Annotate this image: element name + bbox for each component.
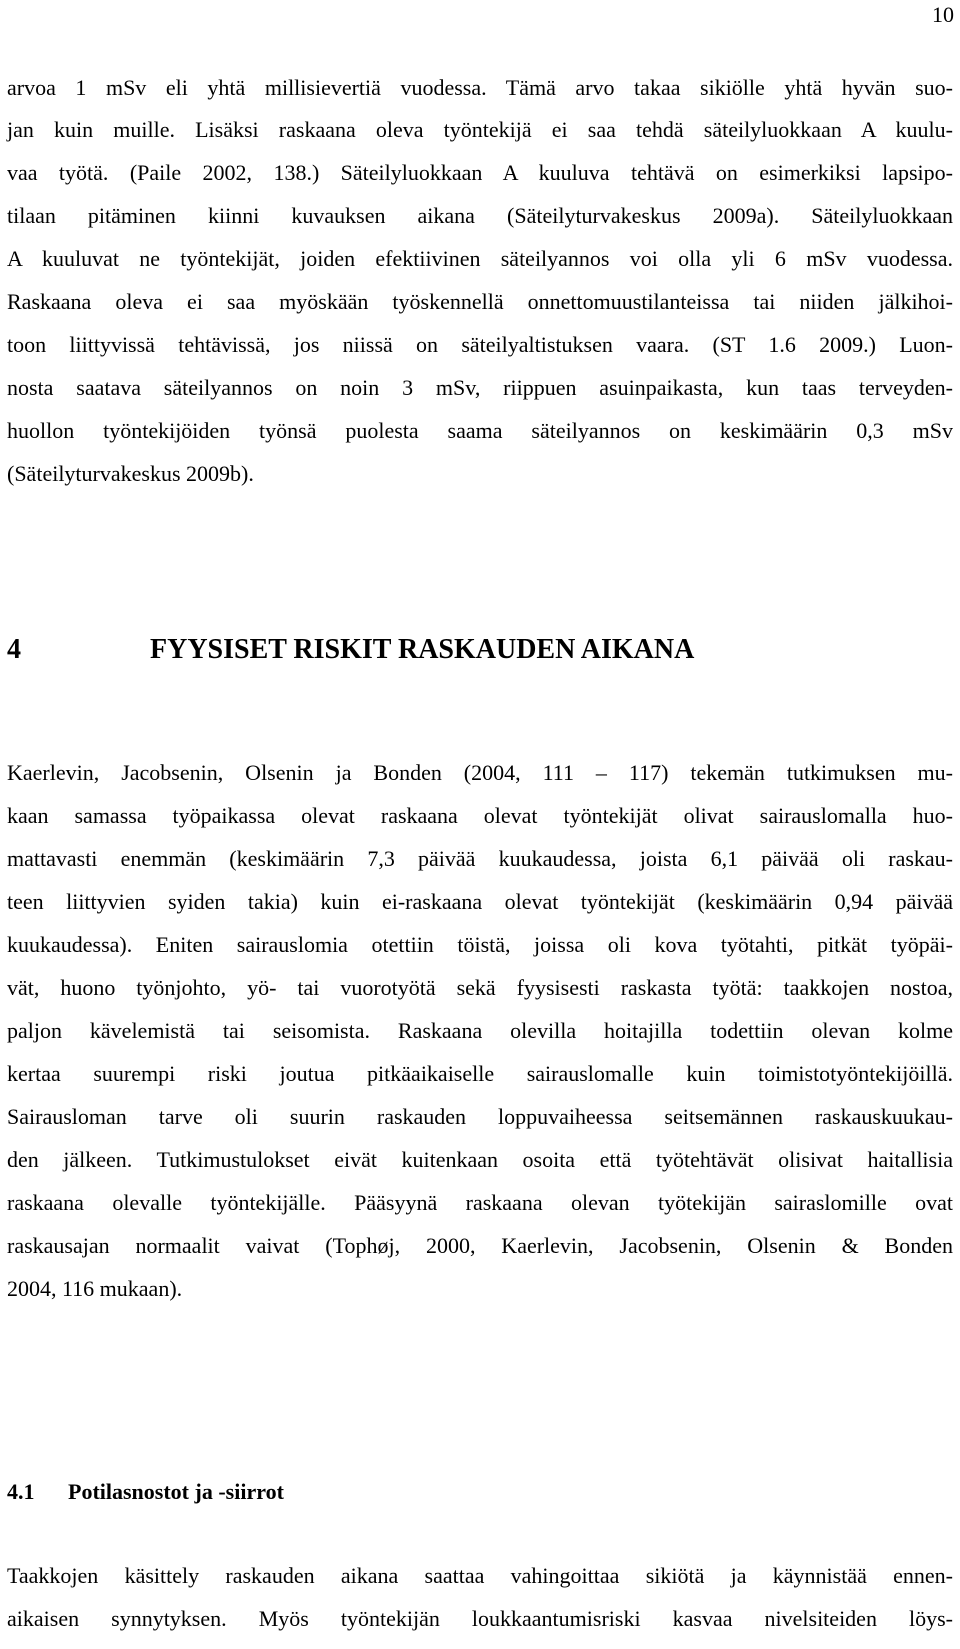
text-line: aikaisen synnytyksen. Myös työntekijän loukkaantumisriski kasvaa nivelsiteiden löys- <box>7 1606 953 1631</box>
text-line: Kaerlevin, Jacobsenin, Olsenin ja Bonden (2004, 111 – 117) tekemän tutkimuksen mu- <box>7 760 953 785</box>
text-line: paljon kävelemistä tai seisomista. Raskaana olevilla hoitajilla todettiin olevan kolme <box>7 1018 953 1043</box>
text-line: 2004, 116 mukaan). <box>7 1276 183 1301</box>
text-line: jan kuin muille. Lisäksi raskaana oleva työntekijä ei saa tehdä säteilyluokkaan A kuulu- <box>7 117 953 142</box>
text-line: A kuuluvat ne työntekijät, joiden efektiivinen säteilyannos voi olla yli 6 mSv vuodessa. <box>7 246 953 271</box>
text-line: kaan samassa työpaikassa olevat raskaana olevat työntekijät olivat sairauslomalla huo- <box>7 803 953 828</box>
subsection-number: 4.1 <box>7 1479 35 1504</box>
text-line: tilaan pitäminen kiinni kuvauksen aikana (Säteilyturvakeskus 2009a). Säteilyluokkaan <box>7 203 953 228</box>
text-line: (Säteilyturvakeskus 2009b). <box>7 461 254 486</box>
text-line: arvoa 1 mSv eli yhtä millisievertiä vuodessa. Tämä arvo takaa sikiölle yhtä hyvän suo- <box>7 75 953 100</box>
text-line: vaa työtä. (Paile 2002, 138.) Säteilyluokkaan A kuuluva tehtävä on esimerkiksi lapsipo- <box>7 160 953 185</box>
text-line: Taakkojen käsittely raskauden aikana saattaa vahingoittaa sikiötä ja käynnistää ennen- <box>7 1563 953 1588</box>
text-line: kertaa suurempi riski joutua pitkäaikaiselle sairauslomalle kuin toimistotyöntekijöillä. <box>7 1061 953 1086</box>
text-line: mattavasti enemmän (keskimäärin 7,3 päivää kuukaudessa, joista 6,1 päivää oli raskau- <box>7 846 953 871</box>
text-line: raskaana olevalle työntekijälle. Pääsyynä raskaana olevan työtekijän sairaslomille ovat <box>7 1190 953 1215</box>
subsection-heading <box>7 1479 284 1505</box>
text-line: vät, huono työnjohto, yö- tai vuorotyötä sekä fyysisesti raskasta työtä: taakkojen nostoa, <box>7 975 953 1000</box>
page-number: 10 <box>932 2 954 27</box>
text-line: toon liittyvissä tehtävissä, jos niissä on säteilyaltistuksen vaara. (ST 1.6 2009.) Luon- <box>7 332 953 357</box>
section-number: 4 <box>7 634 21 665</box>
section-heading <box>7 634 694 666</box>
subsection-title: Potilasnostot ja -siirrot <box>68 1479 284 1504</box>
text-line: Raskaana oleva ei saa myöskään työskennellä onnettomuustilanteissa tai niiden jälkihoi- <box>7 289 953 314</box>
text-line: Sairausloman tarve oli suurin raskauden loppuvaiheessa seitsemännen raskauskuukau- <box>7 1104 953 1129</box>
text-line: kuukaudessa). Eniten sairauslomia otettiin töistä, joissa oli kova työtahti, pitkät työpäi- <box>7 932 953 957</box>
text-line: huollon työntekijöiden työnsä puolesta saama säteilyannos on keskimäärin 0,3 mSv <box>7 418 953 443</box>
section-title: FYYSISET RISKIT RASKAUDEN AIKANA <box>150 634 695 665</box>
text-line: nosta saatava säteilyannos on noin 3 mSv, riippuen asuinpaikasta, kun taas terveyden- <box>7 375 953 400</box>
text-line: teen liittyvien syiden takia) kuin ei-raskaana olevat työntekijät (keskimäärin 0,94 päivää <box>7 889 953 914</box>
text-line: den jälkeen. Tutkimustulokset eivät kuitenkaan osoita että työtehtävät olisivat haitallisia <box>7 1147 953 1172</box>
text-line: raskausajan normaalit vaivat (Tophøj, 2000, Kaerlevin, Jacobsenin, Olsenin & Bonden <box>7 1233 953 1258</box>
